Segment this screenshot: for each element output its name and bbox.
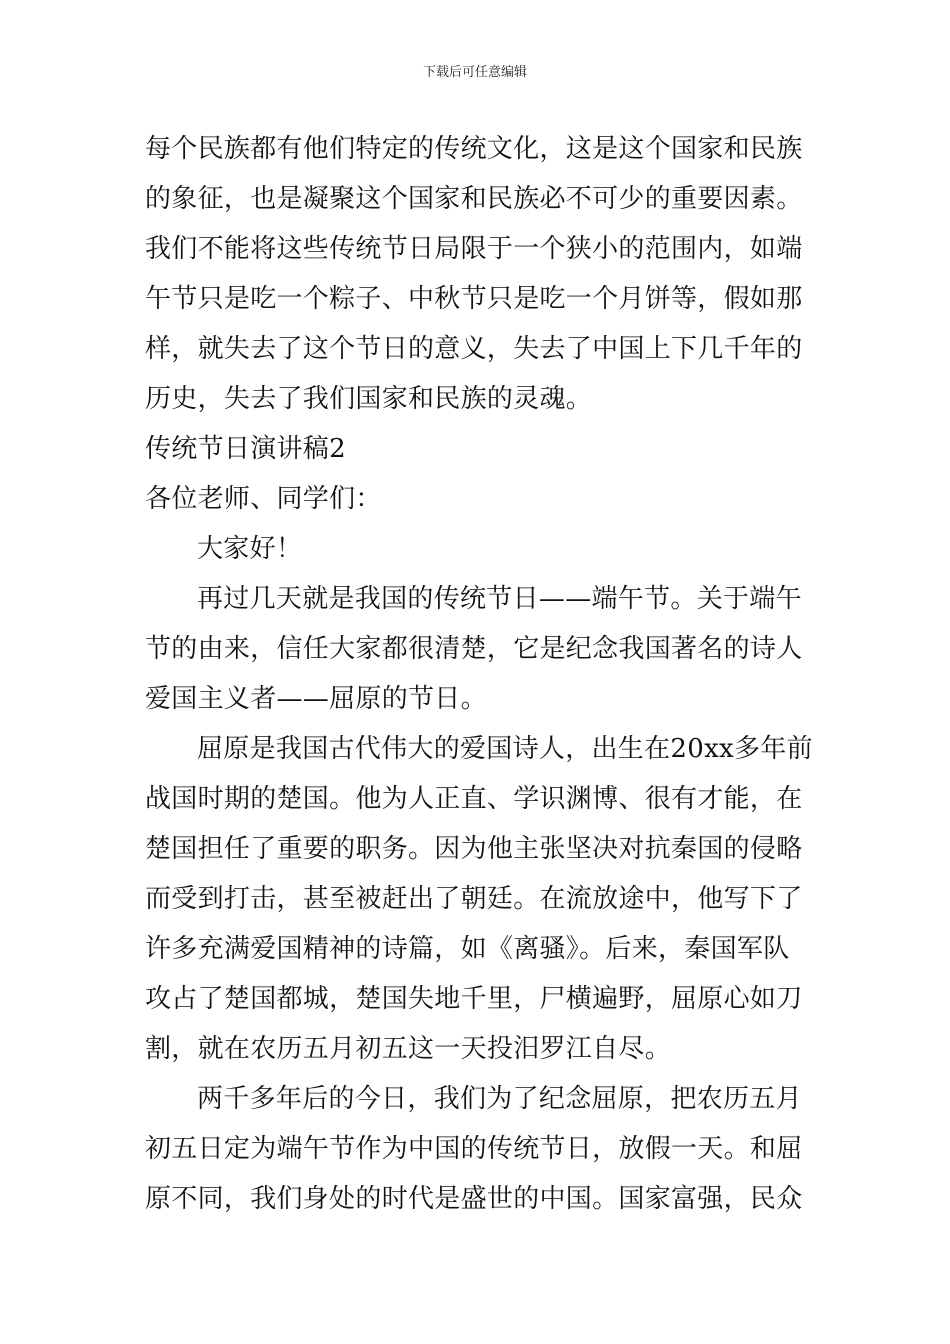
- greeting: 大家好！: [197, 534, 303, 564]
- text-line: 许多充满爱国精神的诗篇，如《离骚》。后来，秦国军队: [145, 934, 790, 964]
- text-line: 而受到打击，甚至被赶出了朝廷。在流放途中，他写下了: [145, 884, 803, 914]
- text-line: 每个民族都有他们特定的传统文化，这是这个国家和民族: [145, 134, 803, 164]
- text-line: 我们不能将这些传统节日局限于一个狭小的范围内，如端: [145, 234, 803, 264]
- text-line: 午节只是吃一个粽子、中秋节只是吃一个月饼等，假如那: [145, 284, 803, 314]
- text-line: 战国时期的楚国。他为人正直、学识渊博、很有才能，在: [145, 784, 803, 814]
- page-header-note: 下载后可任意编辑: [422, 65, 527, 80]
- text-line: 爱国主义者——屈原的节日。: [145, 684, 487, 714]
- text-line: 楚国担任了重要的职务。因为他主张坚决对抗秦国的侵略: [145, 834, 803, 864]
- section-title: 传统节日演讲稿2: [145, 434, 346, 464]
- text-line: 两千多年后的今日，我们为了纪念屈原，把农历五月: [197, 1084, 802, 1114]
- text-line: 初五日定为端午节作为中国的传统节日，放假一天。和屈: [145, 1134, 803, 1164]
- text-line: 原不同，我们身处的时代是盛世的中国。国家富强，民众: [145, 1184, 803, 1214]
- text-line: 样，就失去了这个节日的意义，失去了中国上下几千年的: [145, 334, 803, 364]
- text-line: 再过几天就是我国的传统节日——端午节。关于端午: [197, 584, 802, 614]
- document-body: [145, 124, 815, 1224]
- text-line: 割，就在农历五月初五这一天投汨罗江自尽。: [145, 1034, 672, 1064]
- salutation: 各位老师、同学们：: [145, 484, 382, 514]
- text-line: 攻占了楚国都城，楚国失地千里，尸横遍野，屈原心如刀: [145, 984, 803, 1014]
- text-line: 历史，失去了我们国家和民族的灵魂。: [145, 384, 593, 414]
- text-line: 的象征，也是凝聚这个国家和民族必不可少的重要因素。: [145, 184, 803, 214]
- text-line: 节的由来，信任大家都很清楚，它是纪念我国著名的诗人: [145, 634, 803, 664]
- text-line: 屈原是我国古代伟大的爱国诗人，出生在20xx多年前: [197, 734, 813, 764]
